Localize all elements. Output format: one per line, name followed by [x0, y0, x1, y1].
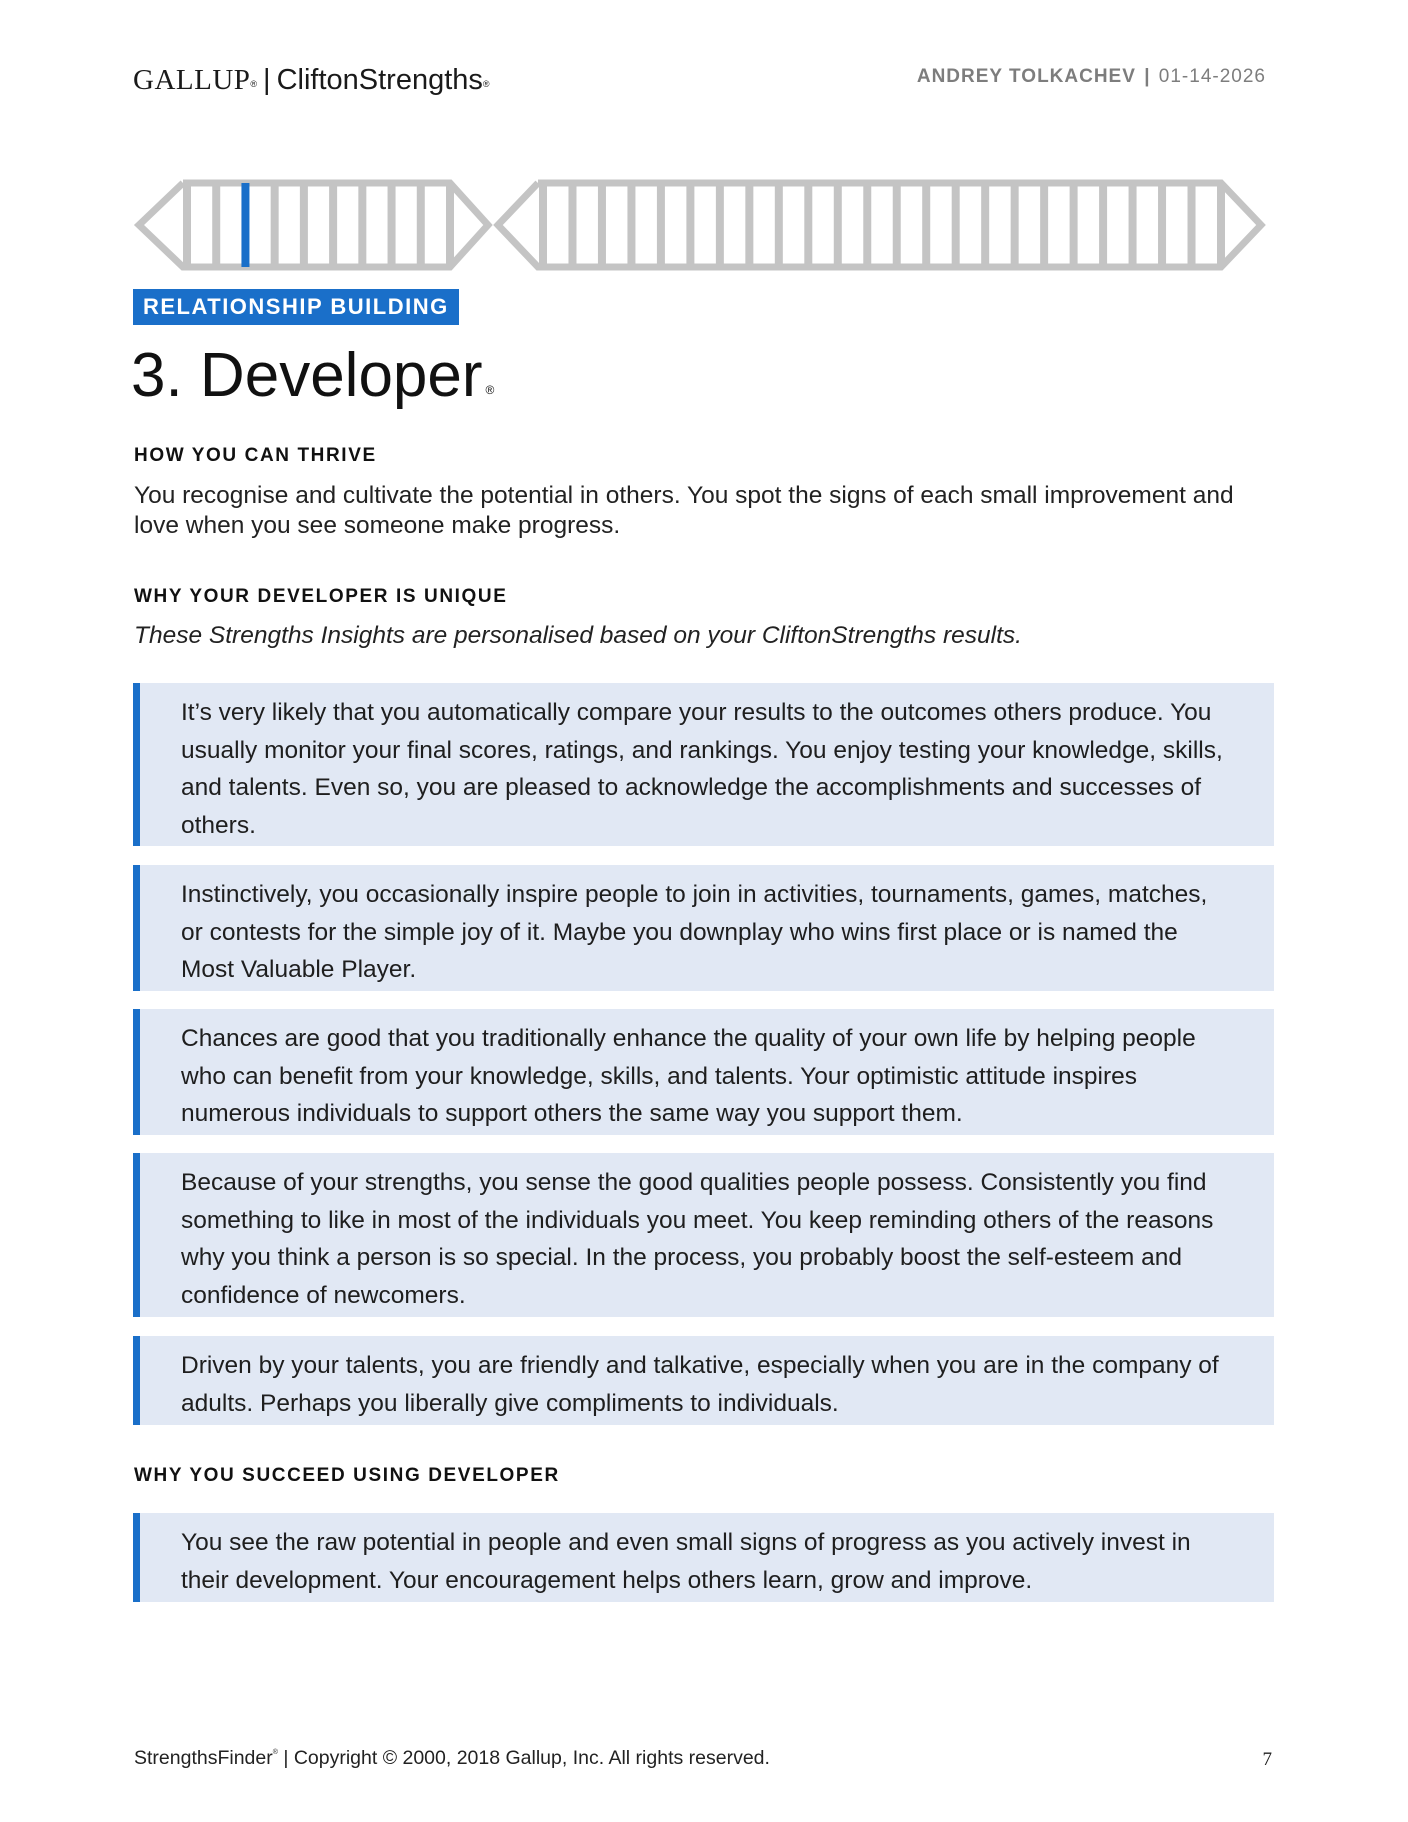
- rank-segment: [1188, 183, 1196, 267]
- rank-segment: [893, 183, 901, 267]
- rank-segment: [183, 183, 191, 267]
- theme-reg-mark: ®: [485, 383, 495, 397]
- rank-segment: [1217, 183, 1225, 267]
- rank-segment: [300, 183, 308, 267]
- report-name-date: [917, 66, 1266, 88]
- insight-card: It’s very likely that you automatically compare your results to the outcomes others produce. You usually monitor your final scores, ratings, and rankings. You enjoy testing your knowledge, skills, and talents. Even so, you are pleased to acknowledge the accomplishments and successes of others.: [133, 683, 1274, 846]
- footer-copyright-text: | Copyright © 2000, 2018 Gallup, Inc. All rights reserved.: [277, 1747, 770, 1769]
- rank-segment: [358, 183, 366, 267]
- rank-segment: [329, 183, 337, 267]
- rank-segment: [1099, 183, 1107, 267]
- insight-card: Chances are good that you traditionally enhance the quality of your own life by helping people who can benefit from your knowledge, skills, and talents. Your optimistic attitude inspires numerous individuals to support others the same way you support them.: [133, 1009, 1274, 1135]
- rank-segment: [952, 183, 960, 267]
- page-title: [131, 335, 494, 417]
- logo-separator: |: [263, 64, 271, 96]
- insight-card: Instinctively, you occasionally inspire people to join in activities, tournaments, games, matches, or contests for the simple joy of it. Maybe you downplay who wins first place or is named the Most Valuable Player.: [133, 865, 1274, 991]
- footer-product: StrengthsFinder: [134, 1747, 273, 1769]
- rank-segment: [417, 183, 425, 267]
- strength-rank-bar: [133, 175, 1267, 275]
- rank-segment: [568, 183, 576, 267]
- footer-reg-mark: ®: [272, 1749, 278, 1756]
- unique-intro: These Strengths Insights are personalised based on your CliftonStrengths results.: [134, 622, 1022, 649]
- report-date: 01-14-2026: [1158, 66, 1266, 87]
- rank-segment: [539, 183, 547, 267]
- rank-segment: [686, 183, 694, 267]
- rank-segment: [271, 183, 279, 267]
- rank-segment: [598, 183, 606, 267]
- rank-segment: [834, 183, 842, 267]
- footer-copyright: [134, 1747, 770, 1770]
- succeed-card: You see the raw potential in people and even small signs of progress as you actively invest in their development. Your encouragement helps others learn, grow and improve.: [133, 1513, 1274, 1602]
- rank-segment: [745, 183, 753, 267]
- rank-segment: [775, 183, 783, 267]
- rank-segment: [388, 183, 396, 267]
- rank-segment: [627, 183, 635, 267]
- rank-segment: [657, 183, 665, 267]
- rank-bar-right-outline: [498, 183, 1261, 267]
- rank-segment: [1040, 183, 1048, 267]
- thrive-heading: HOW YOU CAN THRIVE: [134, 445, 377, 466]
- insight-card: Driven by your talents, you are friendly and talkative, especially when you are in the company of adults. Perhaps you liberally give compliments to individuals.: [133, 1336, 1274, 1425]
- logo-cs-reg-mark: ®: [482, 79, 490, 89]
- page-header: [133, 60, 1266, 100]
- logo-gallup: GALLUP: [133, 64, 251, 96]
- succeed-heading: WHY YOU SUCCEED USING DEVELOPER: [134, 1465, 560, 1486]
- page-number: 7: [1262, 1749, 1272, 1770]
- thrive-text: You recognise and cultivate the potential in others. You spot the signs of each small improvement and love when you see someone make progress.: [134, 482, 1234, 539]
- rank-segment: [922, 183, 930, 267]
- logo-gallup-reg-mark: ®: [250, 79, 258, 89]
- rank-segment-highlighted: [241, 183, 249, 267]
- rank-segment: [212, 183, 220, 267]
- rank-segment: [804, 183, 812, 267]
- logo-cliftonstrengths: CliftonStrengths: [276, 64, 483, 96]
- rank-bar-left-outline: [139, 183, 488, 267]
- rank-segment: [716, 183, 724, 267]
- unique-heading: WHY YOUR DEVELOPER IS UNIQUE: [134, 586, 508, 607]
- theme-title-text: 3. Developer: [131, 341, 483, 410]
- rank-segment: [981, 183, 989, 267]
- rank-segment: [1070, 183, 1078, 267]
- rank-segment: [446, 183, 454, 267]
- rank-segment: [1011, 183, 1019, 267]
- domain-tag: RELATIONSHIP BUILDING: [133, 289, 459, 325]
- rank-segment: [863, 183, 871, 267]
- insight-card: Because of your strengths, you sense the good qualities people possess. Consistently you find something to like in most of the individuals you meet. You keep reminding others of the reasons why you think a person is so special. In the process, you probably boost the self-esteem and confidence of newcomers.: [133, 1153, 1274, 1317]
- rank-segment: [1129, 183, 1137, 267]
- rank-bar-segments: [183, 183, 1225, 267]
- rank-segment: [1158, 183, 1166, 267]
- person-name: ANDREY TOLKACHEV: [916, 66, 1136, 87]
- gallup-cliftonstrengths-logo: [133, 60, 490, 100]
- name-date-separator: |: [1144, 66, 1151, 87]
